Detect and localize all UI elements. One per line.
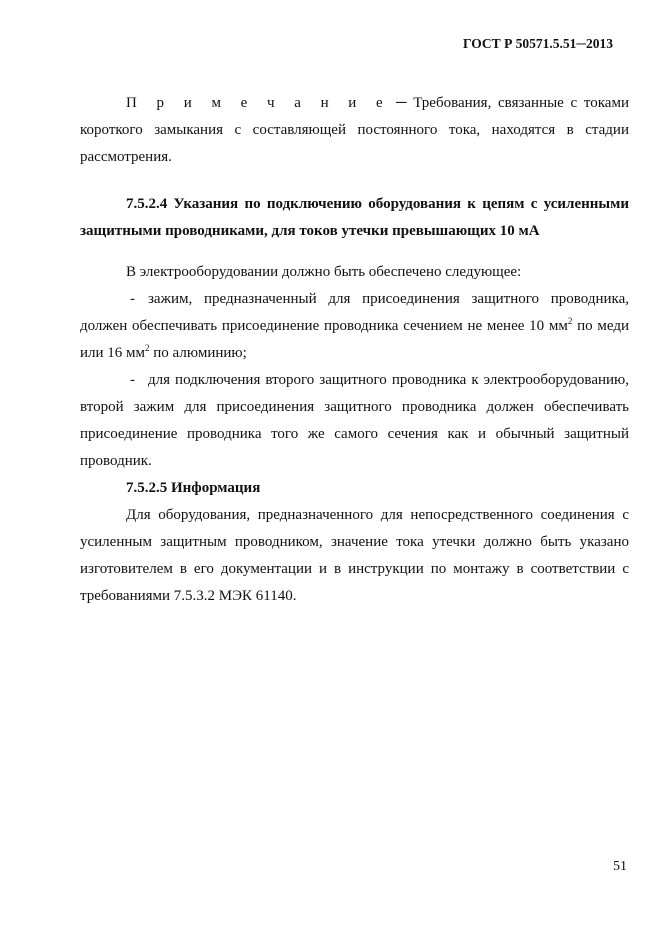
note-text: Требования, связанные с токами короткого замыкания с составляющей постоянного тока, находятся в стадии рассмотрения. — [80, 95, 629, 165]
list-marker: - — [130, 291, 135, 307]
document-header: ГОСТ Р 50571.5.51─2013 — [463, 36, 613, 51]
section-7525-text: Для оборудования, предназначенного для непосредственного соединения с усиленным защитным проводником, значение тока утечки должно быть указано изготовителем в его документации и в инструкции по монтажу в соответствии с требованиями 7.5.3.2 МЭК 61140. — [80, 507, 629, 604]
page-content — [80, 90, 629, 610]
note-dash: ─ — [389, 95, 414, 111]
note-label: П р и м е ч а н и е — [126, 95, 390, 111]
page-number: 51 — [613, 859, 627, 874]
list-item-text: зажим, предназначенный для присоединения защитного проводника, должен обеспечивать присоединение проводника сечением не менее 10 мм — [80, 291, 629, 334]
superscript: 2 — [567, 316, 573, 326]
list-item-terminal-cross-section — [80, 286, 629, 367]
list-item-text: по меди или 16 мм — [80, 318, 630, 361]
section-7524-heading: 7.5.2.4 Указания по подключению оборудования к цепям с усиленными защитными проводниками, для токов утечки превышающих 10 мА — [80, 196, 629, 239]
section-7525-heading: 7.5.2.5 Информация — [126, 480, 261, 496]
section-7524-intro: В электрооборудовании должно быть обеспечено следующее: — [126, 264, 522, 280]
list-item-text: для подключения второго защитного проводника к электрооборудованию, второй зажим для присоединения защитного проводника должен обеспечивать присоединение проводника того же самого сечения как и обычный защитный проводник. — [80, 372, 629, 469]
list-marker: - — [130, 372, 135, 388]
list-item-text: по алюминию; — [149, 345, 247, 361]
superscript: 2 — [145, 343, 150, 353]
note-paragraph — [80, 90, 629, 171]
list-item-second-terminal — [80, 367, 629, 475]
